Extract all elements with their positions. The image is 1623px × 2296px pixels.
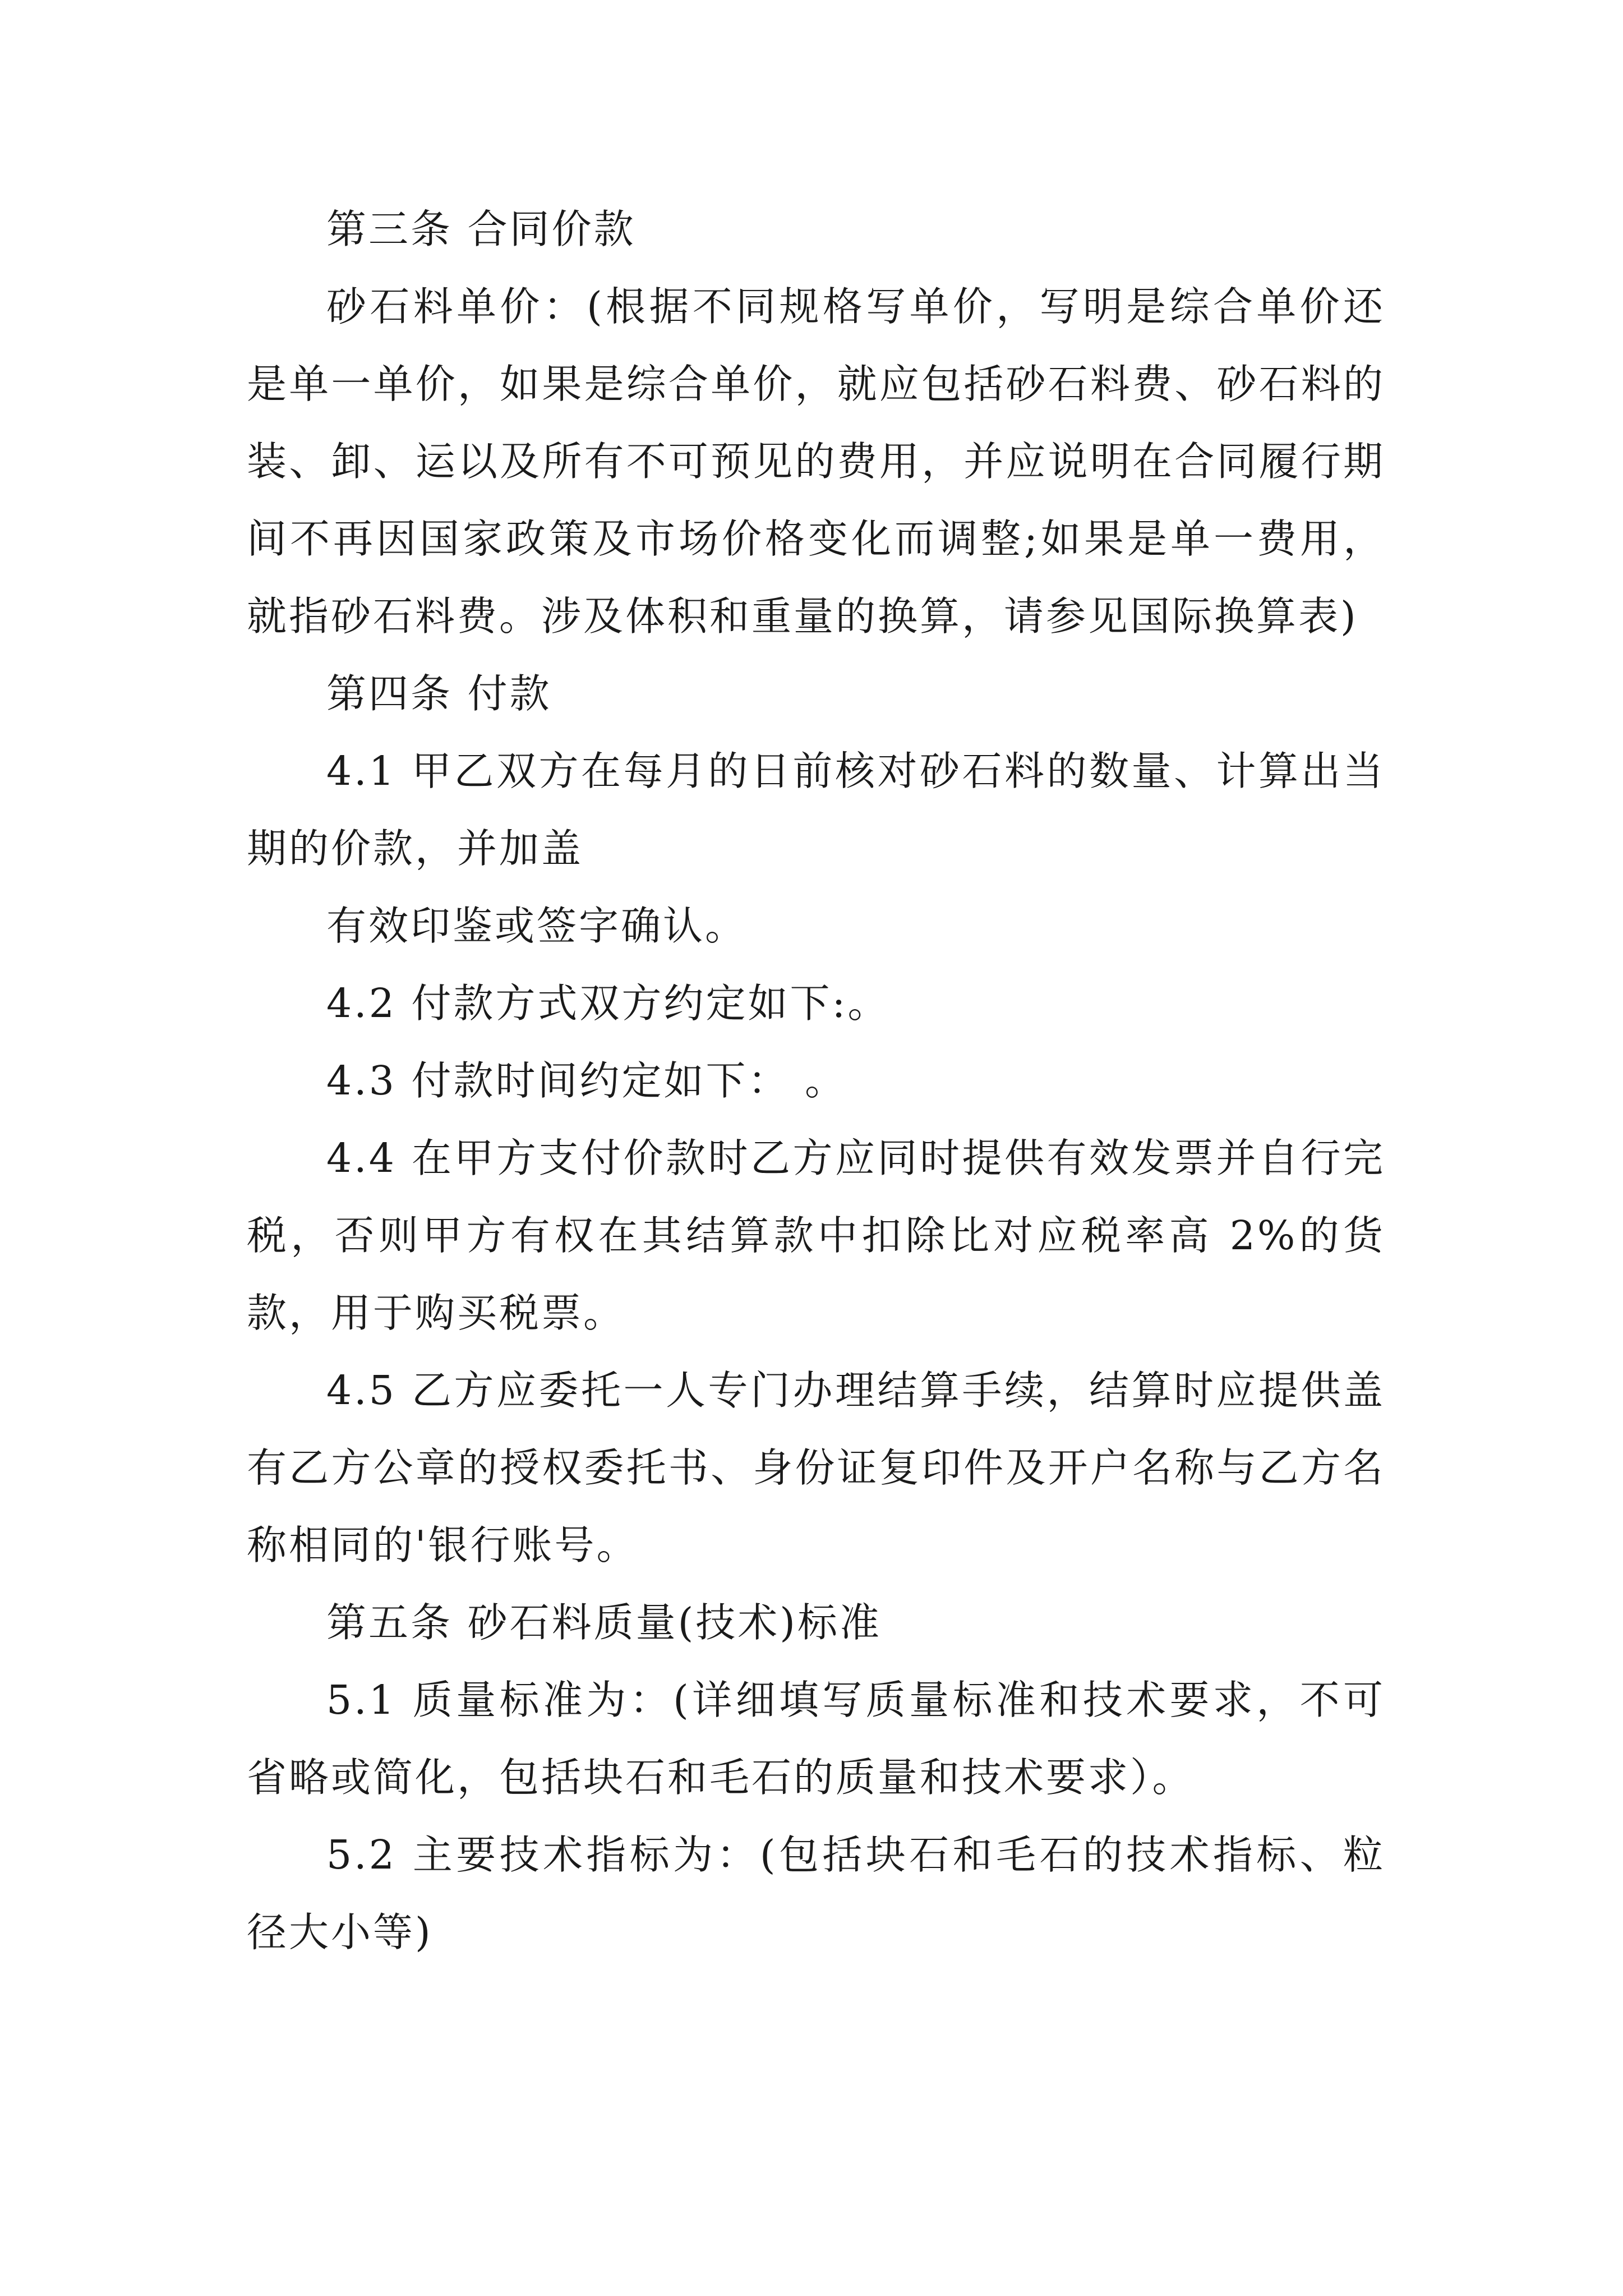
article-3-title: 第三条 合同价款 <box>326 206 636 252</box>
clause-4-1-continued: 有效印鉴或签字确认。 <box>326 903 748 949</box>
clause-4-3: 4.3 付款时间约定如下： 。 <box>326 1057 847 1104</box>
clause-4-2: 4.2 付款方式双方约定如下:。 <box>326 980 890 1027</box>
clause-4-1: 4.1 甲乙双方在每月的日前核对砂石料的数量、计算出当期的价款，并加盖 <box>247 748 1385 872</box>
clause-4-4: 4.4 在甲方支付价款时乙方应同时提供有效发票并自行完税，否则甲方有权在其结算款中扣除比对应税率高 2%的货款，用于购买税票。 <box>247 1135 1385 1336</box>
article-5-title: 第五条 砂石料质量(技术)标准 <box>326 1599 882 1646</box>
article-3-unit-price-paragraph: 砂石料单价：(根据不同规格写单价，写明是综合单价还是单一单价，如果是综合单价，就应包括砂石料费、砂石料的装、卸、运以及所有不可预见的费用，并应说明在合同履行期间不再因国家政策及市场价格变化而调整;如果是单一费用，就指砂石料费。涉及体积和重量的换算，请参见国际换算表) <box>247 283 1385 639</box>
document-body <box>247 191 1385 1971</box>
clause-4-5: 4.5 乙方应委托一人专门办理结算手续，结算时应提供盖有乙方公章的授权委托书、身份证复印件及开户名称与乙方名称相同的'银行账号。 <box>247 1367 1385 1568</box>
clause-5-1: 5.1 质量标准为：(详细填写质量标准和技术要求，不可省略或简化，包括块石和毛石的质量和技术要求）。 <box>247 1677 1385 1801</box>
article-4-title: 第四条 付款 <box>326 670 552 717</box>
clause-5-2: 5.2 主要技术指标为：(包括块石和毛石的技术指标、粒径大小等) <box>247 1832 1385 1955</box>
